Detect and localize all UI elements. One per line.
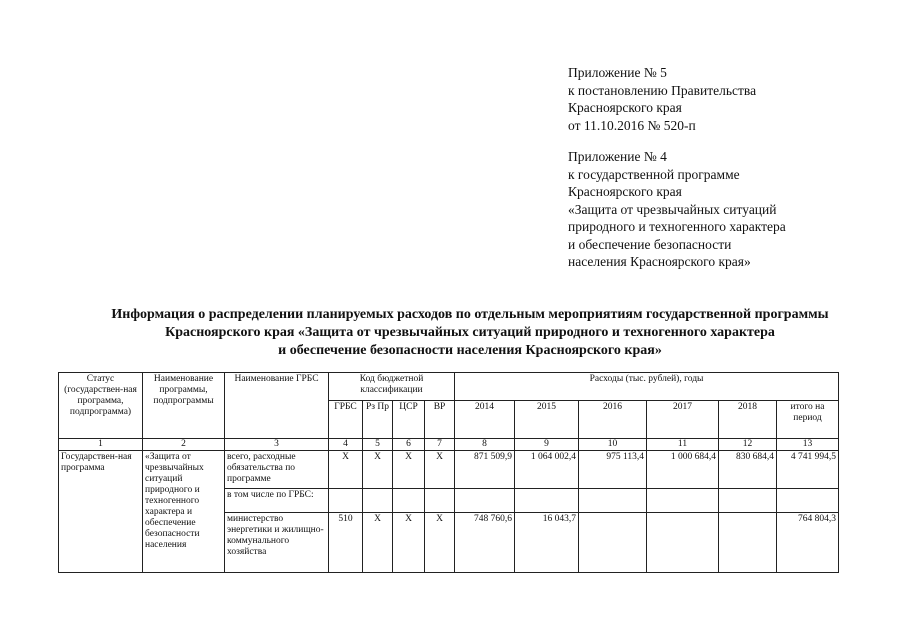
column-number: 4: [329, 439, 363, 451]
vr-cell: Х: [425, 451, 455, 489]
column-number: 7: [425, 439, 455, 451]
column-number: 5: [363, 439, 393, 451]
column-number: 12: [719, 439, 777, 451]
column-number: 9: [515, 439, 579, 451]
csr-cell: [393, 489, 425, 513]
column-number: 1: [59, 439, 143, 451]
y2016-cell: [579, 513, 647, 573]
y2018-cell: [719, 513, 777, 573]
grbs-cell: Х: [329, 451, 363, 489]
grbs-name-cell: всего, расходные обязательства по программе: [225, 451, 329, 489]
header-status: Статус (государствен-ная программа, подпрограмма): [59, 373, 143, 439]
header-budget-code: Код бюджетной классификации: [329, 373, 455, 401]
y2016-cell: 975 113,4: [579, 451, 647, 489]
title-line: и обеспечение безопасности населения Красноярского края»: [278, 343, 662, 358]
program-name-cell: «Защита от чрезвычайных ситуаций природного и техногенного характера и обеспечение безопасности населения: [143, 451, 225, 573]
header-grbs-name: Наименование ГРБС: [225, 373, 329, 439]
header-row: [59, 373, 839, 401]
header-rzpr: Рз Пр: [363, 401, 393, 439]
total-cell: 764 804,3: [777, 513, 839, 573]
document-title: [40, 306, 900, 360]
y2015-cell: [515, 489, 579, 513]
header-2016: 2016: [579, 401, 647, 439]
y2014-cell: [455, 489, 515, 513]
header-expenses: Расходы (тыс. рублей), годы: [455, 373, 839, 401]
header-2018: 2018: [719, 401, 777, 439]
rzpr-cell: Х: [363, 513, 393, 573]
y2018-cell: [719, 489, 777, 513]
column-number: 8: [455, 439, 515, 451]
y2017-cell: 1 000 684,4: [647, 451, 719, 489]
expenses-table: [58, 372, 839, 573]
rzpr-cell: Х: [363, 451, 393, 489]
y2015-cell: 16 043,7: [515, 513, 579, 573]
csr-cell: Х: [393, 451, 425, 489]
y2014-cell: 748 760,6: [455, 513, 515, 573]
y2017-cell: [647, 489, 719, 513]
total-cell: [777, 489, 839, 513]
appendix-4-line: Приложение № 4: [568, 149, 667, 164]
appendix-5-line: к постановлению Правительства: [568, 82, 757, 98]
appendix-5-line: Красноярского края: [568, 100, 682, 115]
appendix-4-line: «Защита от чрезвычайных ситуаций: [568, 201, 777, 217]
appendix-4-line: и обеспечение безопасности: [568, 236, 732, 252]
appendix-4-line: населения Красноярского края»: [568, 254, 751, 269]
appendix-4-block: [568, 148, 786, 271]
grbs-name-cell: в том числе по ГРБС:: [225, 489, 329, 513]
csr-cell: Х: [393, 513, 425, 573]
title-line: Красноярского края «Защита от чрезвычайных ситуаций природного и техногенного характера: [165, 325, 775, 340]
grbs-cell: 510: [329, 513, 363, 573]
grbs-cell: [329, 489, 363, 513]
title-line: Информация о распределении планируемых расходов по отдельным мероприятиям государственной программы: [111, 307, 829, 322]
appendix-4-line: природного и техногенного характера: [568, 219, 786, 234]
header-total: итого на период: [777, 401, 839, 439]
status-cell: Государствен-ная программа: [59, 451, 143, 573]
vr-cell: Х: [425, 513, 455, 573]
column-number: 6: [393, 439, 425, 451]
y2016-cell: [579, 489, 647, 513]
total-cell: 4 741 994,5: [777, 451, 839, 489]
header-2015: 2015: [515, 401, 579, 439]
y2015-cell: 1 064 002,4: [515, 451, 579, 489]
column-number-row: [59, 439, 839, 451]
header-2014: 2014: [455, 401, 515, 439]
header-program-name: Наименование программы, подпрограммы: [143, 373, 225, 439]
column-number: 11: [647, 439, 719, 451]
appendix-5-line: Приложение № 5: [568, 65, 667, 80]
column-number: 2: [143, 439, 225, 451]
appendix-4-line: Красноярского края: [568, 184, 682, 199]
y2018-cell: 830 684,4: [719, 451, 777, 489]
header-csr: ЦСР: [393, 401, 425, 439]
header-grbs: ГРБС: [329, 401, 363, 439]
vr-cell: [425, 489, 455, 513]
appendix-5-block: [568, 64, 756, 134]
appendix-4-line: к государственной программе: [568, 166, 740, 182]
column-number: 10: [579, 439, 647, 451]
column-number: 13: [777, 439, 839, 451]
header-2017: 2017: [647, 401, 719, 439]
header-vr: ВР: [425, 401, 455, 439]
column-number: 3: [225, 439, 329, 451]
appendix-5-line: от 11.10.2016 № 520-п: [568, 117, 696, 133]
y2017-cell: [647, 513, 719, 573]
rzpr-cell: [363, 489, 393, 513]
grbs-name-cell: министерство энергетики и жилищно-коммунального хозяйства: [225, 513, 329, 573]
y2014-cell: 871 509,9: [455, 451, 515, 489]
table-row: [59, 451, 839, 489]
